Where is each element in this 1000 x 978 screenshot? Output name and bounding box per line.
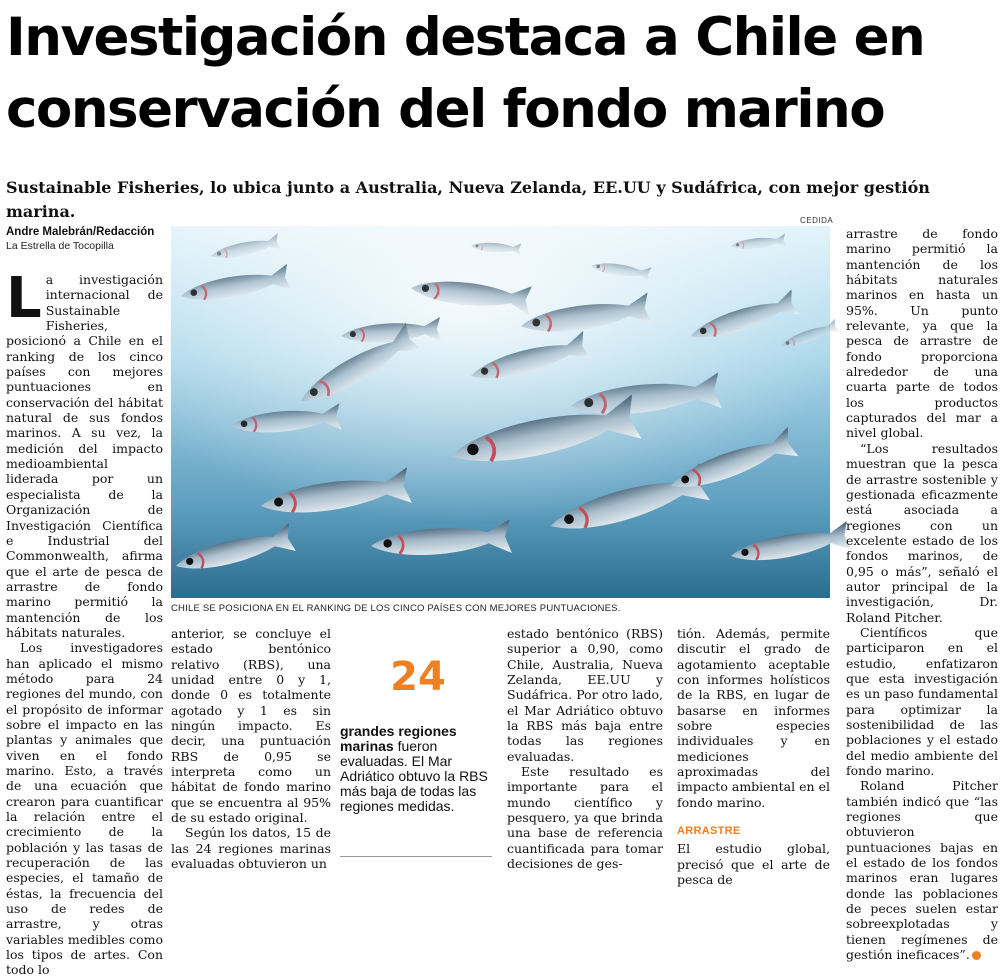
column-1 (6, 266, 163, 978)
section-label: ARRASTRE (677, 825, 741, 838)
byline (6, 225, 176, 253)
paragraph: anterior, se concluye el estado bentónico relativo (RBS), una unidad entre 0 y 1, donde 0 es totalmente agotado y 1 es sin ningún impacto. Es decir, una puntuación RBS de 0,95 se interpreta como un hábitat de fondo marino que se encuentra al 95% de su estado original. (171, 626, 331, 826)
end-of-article-dot-icon (972, 951, 981, 960)
paragraph: “Los resultados muestran que la pesca de arrastre sostenible y gestionada eficazmente está asociada a regiones con un excelente estado de los fondos marinos, de 0,95 o más”, señaló el autor principal de la investigación, Dr. Roland Pitcher. (846, 440, 998, 625)
paragraph: Según los datos, 15 de las 24 regiones marinas evaluadas obtuvieron un (171, 825, 331, 872)
callout-text (340, 724, 498, 814)
paragraph: Este resultado es importante para el mundo científico y pesquero, ya que brinda una base de referencia cuantificada para tomar decisiones de ges- (507, 764, 663, 872)
outlet-name: La Estrella de Tocopilla (6, 240, 114, 252)
callout-divider (340, 856, 492, 857)
closing-paragraph (846, 778, 998, 962)
column-5 (846, 226, 998, 963)
drop-cap: L (6, 266, 42, 331)
author: Andre Malebrán/Redacción (6, 226, 155, 238)
closing-text: Roland Pitcher también indicó que “las regiones que obtuvieron puntuaciones bajas en el estado de los fondos marinos eran lugares donde las poblaciones de peces suelen estar sobreexplotadas y tienen regímenes de gestión ineficaces”. (846, 778, 998, 963)
headline: Investigación destaca a Chile en conservación del fondo marino (6, 7, 925, 140)
callout-bold: grandes regiones marinas (340, 723, 457, 754)
photo-credit: CEDIDA (800, 216, 834, 225)
lead-text: a investigación internacional de Sustainable Fisheries, posicionó a Chile en el ranking de los cinco países con mejores puntuaciones en conservación del hábitat natural de sus fondos marinos. A su vez, la medición del impacto medioambiental liderada por un especialista de la Organización de Investigación Científica e Industrial del Commonwealth, afirma que el arte de pesca de arrastre de fondo marino permitió la mantención de los hábitats naturales. (6, 272, 163, 640)
photo-caption: CHILE SE POSICIONA EN EL RANKING DE LOS CINCO PAÍSES CON MEJORES PUNTUACIONES. (171, 603, 621, 614)
paragraph: tión. Además, permite discutir el grado de agotamiento aceptable con informes holísticos de la RBS, en lugar de basarse en informes sobre especies individuales y en mediciones aproximadas del impacto ambiental en el fondo marino. (677, 626, 830, 810)
subheadline: Sustainable Fisheries, lo ubica junto a Australia, Nueva Zelanda, EE.UU y Sudáfrica, con mejor gestión marina. (6, 178, 930, 221)
paragraph: El estudio global, precisó que el arte de pesca de (677, 841, 830, 888)
paragraph: Los investigadores han aplicado el mismo método para 24 regiones del mundo, con el propósito de informar sobre el impacto en las plantas y animales que viven en el fondo marino. Esto, a través de una ecuación que crearon para cuantificar la relación entre el crecimiento de la población y las tasas de recuperación de las especies, el tamaño de éstas, la frecuencia del uso de redes de arrastre, y otras variables medibles como los tipos de artes. Con todo lo (6, 640, 163, 978)
callout-rest: fueron evaluadas. El Mar Adriático obtuvo la RBS más baja de todas las regiones medidas. (340, 738, 488, 814)
paragraph: Científicos que participaron en el estudio, enfatizaron que esta investigación es un paso fundamental para optimizar la sostenibilidad de las poblaciones y el estado del medio ambiente del fondo marino. (846, 624, 998, 779)
paragraph: estado bentónico (RBS) superior a 0,90, como Chile, Australia, Nueva Zelanda, EE.UU y Sudáfrica. Por otro lado, el Mar Adriático obtuvo la RBS más baja entre todas las regiones evaluadas. (507, 626, 663, 764)
column-4 (677, 626, 830, 888)
paragraph: arrastre de fondo marino permitió la mantención de los hábitats naturales marinos en hasta un 95%. Un punto relevante, ya que la pesca de arrastre de fondo proporciona alrededor de una cuarta parte de todos los productos capturados del mar a nivel global. (846, 226, 998, 441)
column-2 (171, 626, 331, 872)
article-photo (171, 226, 830, 598)
callout-number: 24 (390, 654, 446, 700)
lead-paragraph (6, 266, 163, 640)
column-3 (507, 626, 663, 872)
school-of-fish-image (171, 226, 830, 598)
stat-callout (340, 626, 498, 856)
